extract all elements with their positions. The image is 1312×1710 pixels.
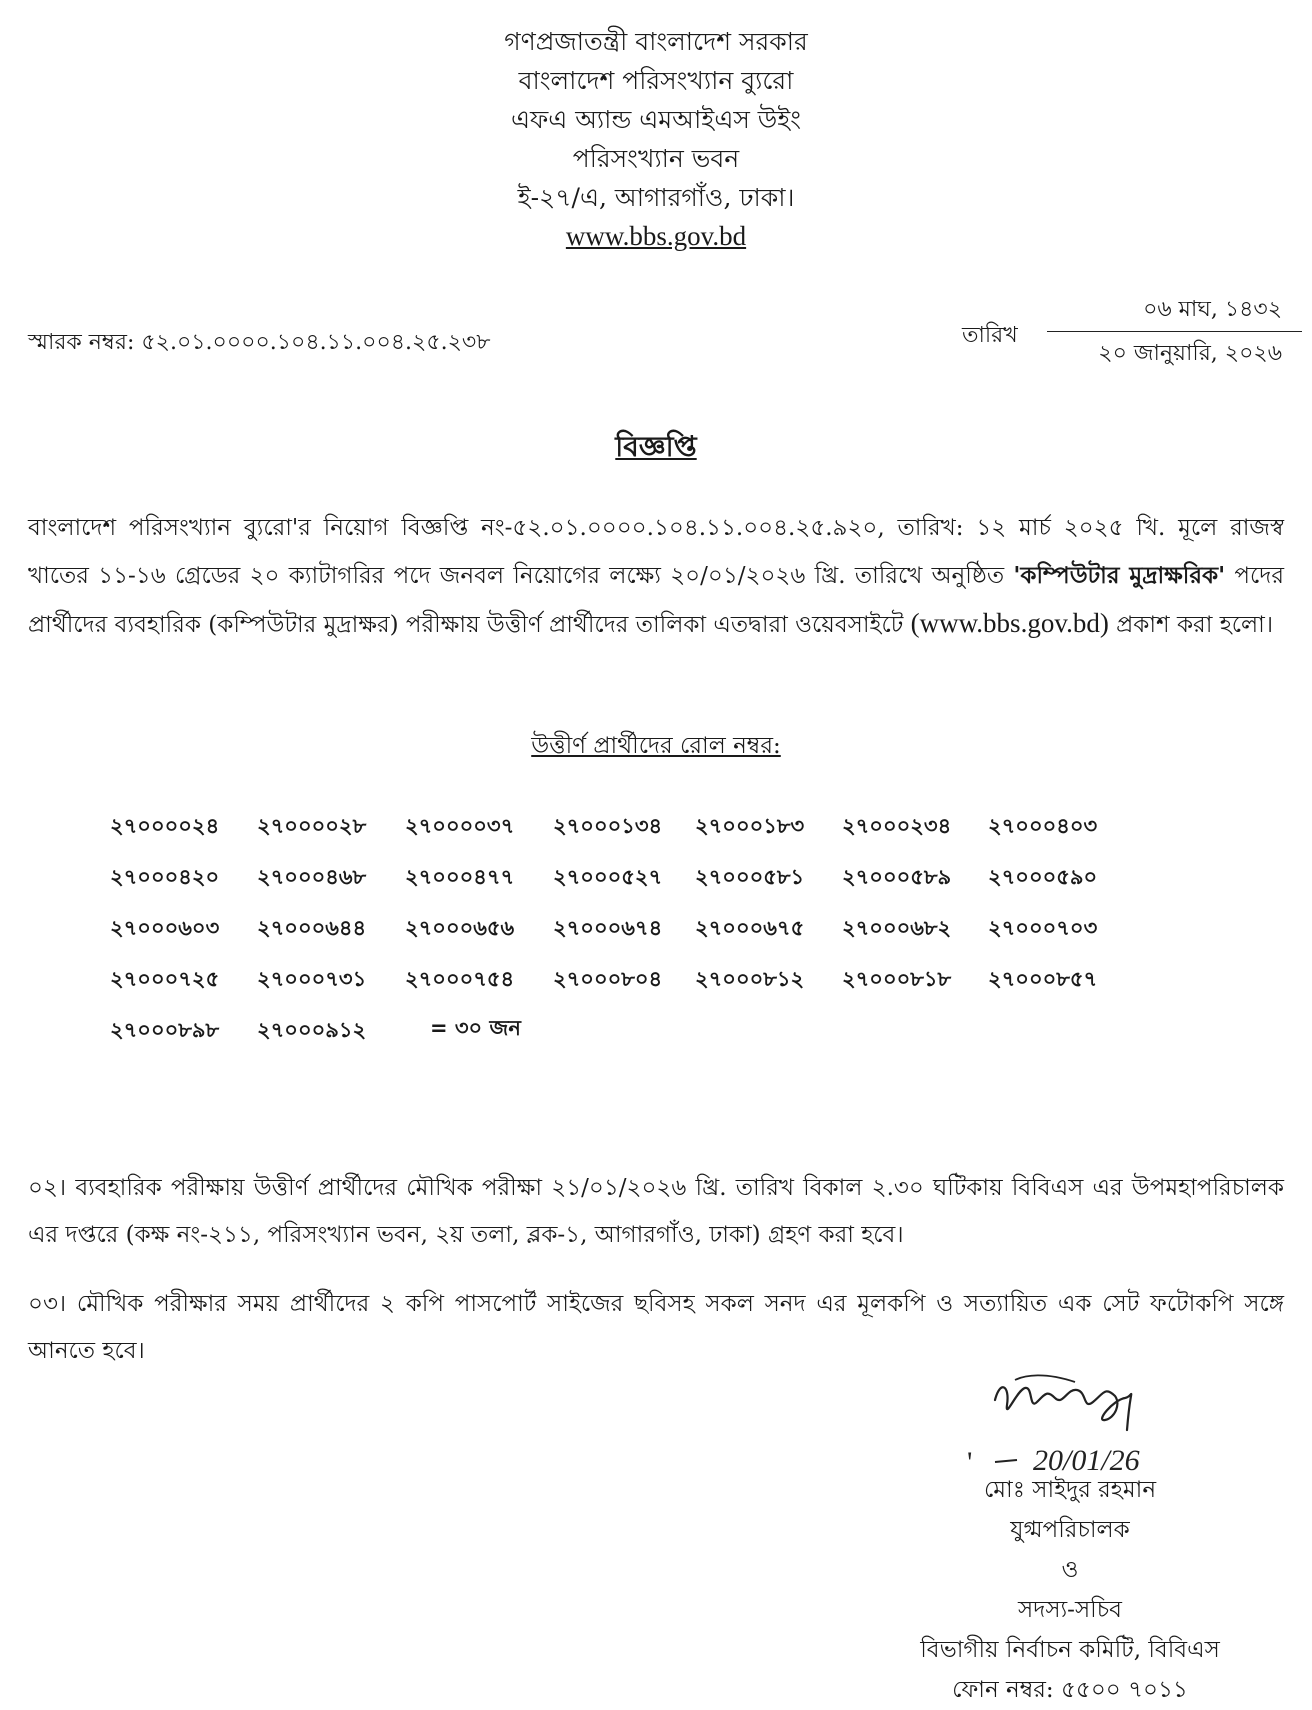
date-box	[1047, 292, 1302, 371]
government-name: গণপ্রজাতন্ত্রী বাংলাদেশ সরকার	[504, 27, 808, 56]
roll-number: ২৭০০০৭২৫	[110, 967, 220, 991]
roll-number: ২৭০০০১৩৪	[553, 814, 663, 838]
roll-number: ২৭০০০২৩৪	[842, 814, 952, 838]
roll-number: ২৭০০০৫৮৯	[842, 865, 952, 889]
roll-number: ২৭০০০০৩৭	[405, 814, 515, 838]
signatory-designation: যুগ্মপরিচালক	[1010, 1517, 1130, 1543]
paragraph-main-text-3: প্রকাশ করা হলো।	[1108, 612, 1274, 638]
roll-number: ২৭০০০১৮৩	[695, 814, 805, 838]
wing-name: এফএ অ্যান্ড এমআইএস উইং	[510, 105, 802, 134]
roll-number: ২৭০০০৮০৪	[553, 967, 663, 991]
bureau-name: বাংলাদেশ পরিসংখ্যান ব্যুরো	[518, 66, 794, 95]
paragraph-website[interactable]: (www.bbs.gov.bd)	[910, 608, 1109, 638]
roll-number: ২৭০০০৭০৩	[988, 916, 1098, 940]
notice-title: বিজ্ঞপ্তি	[615, 430, 697, 463]
roll-number: ২৭০০০৪৬৮	[257, 865, 367, 889]
roll-number: ২৭০০০৫৮১	[695, 865, 805, 889]
signatory-and: ও	[1061, 1557, 1079, 1583]
roll-number: ২৭০০০৬৫৬	[405, 916, 515, 940]
building-name: পরিসংখ্যান ভবন	[572, 144, 740, 173]
signatory-phone: ফোন নম্বর: ৫৫০০ ৭০১১	[952, 1677, 1188, 1703]
roll-number: ২৭০০০৬৭৫	[695, 916, 805, 940]
website-link[interactable]: www.bbs.gov.bd	[565, 221, 747, 251]
paragraph-documents: ০৩। মৌখিক পরীক্ষার সময় প্রার্থীদের ২ কপি পাসপোর্ট সাইজের ছবিসহ সকল সনদ এর মূলকপি ও সত্যায়িত এক সেট ফটোকপি সঙ্গে আনতে হবে।	[28, 1291, 1284, 1364]
signatory-role: সদস্য-সচিব	[1018, 1597, 1122, 1623]
paragraph-main-text-1: বাংলাদেশ পরিসংখ্যান ব্যুরো'র নিয়োগ বিজ্ঞপ্তি নং-৫২.০১.০০০০.১০৪.১১.০০৪.২৫.৯২০, তারিখ: ১২ মার্চ ২০২৫ খি. মূলে রাজস্ব খাতের ১১-১৬ গ্রেডের ২০ ক্যাটাগরির পদে জনবল নিয়োগের লক্ষ্যে ২০/০১/২০২৬ খ্রি. তারিখে অনুষ্ঠিত	[28, 515, 1284, 589]
date-label: তারিখ	[962, 323, 1018, 348]
paragraph-main	[28, 505, 1284, 649]
signatory-committee: বিভাগীয় নির্বাচন কমিটি, বিবিএস	[920, 1637, 1220, 1663]
total-count: = ৩০ জন	[430, 1016, 521, 1040]
memo-number: স্মারক নম্বর: ৫২.০১.০০০০.১০৪.১১.০০৪.২৫.২৩৮	[28, 330, 491, 355]
date-bangla: ০৬ মাঘ, ১৪৩২	[1143, 297, 1282, 322]
roll-number: ২৭০০০০২৪	[110, 814, 220, 838]
date-divider	[1047, 331, 1302, 332]
letterhead	[0, 22, 1312, 256]
handwritten-date: 20/01/26	[1033, 1444, 1140, 1477]
roll-number: ২৭০০০৬৮২	[842, 916, 952, 940]
roll-number: ২৭০০০০২৮	[257, 814, 367, 838]
paragraph-main-text-2: পদের প্রার্থীদের ব্যবহারিক (কম্পিউটার মুদ্রাক্ষর) পরীক্ষায় উত্তীর্ণ প্রার্থীদের তালিকা এতদ্বারা ওয়েবসাইটে	[28, 563, 1285, 638]
roll-number: ২৭০০০৬০৩	[110, 916, 220, 940]
signature-block	[860, 1470, 1280, 1710]
svg-text:': '	[967, 1446, 973, 1479]
date-english: ২০ জানুয়ারি, ২০২৬	[1098, 341, 1282, 366]
roll-number: ২৭০০০৪৭৭	[405, 865, 515, 889]
roll-number: ২৭০০০৫৯০	[988, 865, 1098, 889]
post-name: 'কম্পিউটার মুদ্রাক্ষরিক'	[1013, 562, 1226, 589]
roll-number: ২৭০০০৯১২	[257, 1018, 367, 1042]
roll-number: ২৭০০০৮১২	[695, 967, 805, 991]
roll-number: ২৭০০০৭৫৪	[405, 967, 515, 991]
signatory-name: মোঃ সাইদুর রহমান	[983, 1477, 1157, 1503]
roll-number: ২৭০০০৫২৭	[553, 865, 663, 889]
roll-number: ২৭০০০৮১৮	[842, 967, 952, 991]
roll-number: ২৭০০০৭৩১	[257, 967, 367, 991]
rolls-heading: উত্তীর্ণ প্রার্থীদের রোল নম্বর:	[531, 733, 781, 759]
roll-number: ২৭০০০৪২০	[110, 865, 220, 889]
address: ই-২৭/এ, আগারগাঁও, ঢাকা।	[517, 183, 795, 212]
paragraph-viva: ০২। ব্যবহারিক পরীক্ষায় উত্তীর্ণ প্রার্থীদের মৌখিক পরীক্ষা ২১/০১/২০২৬ খ্রি. তারিখ বিকাল ২.৩০ ঘটিকায় বিবিএস এর উপমহাপরিচালক এর দপ্তরে (কক্ষ নং-২১১, পরিসংখ্যান ভবন, ২য় তলা, ব্লক-১, আগারগাঁও, ঢাকা) গ্রহণ করা হবে।	[28, 1175, 1284, 1248]
roll-number: ২৭০০০৬৪৪	[257, 916, 367, 940]
roll-number: ২৭০০০৬৭৪	[553, 916, 663, 940]
roll-number: ২৭০০০৮৫৭	[988, 967, 1098, 991]
roll-number: ২৭০০০৮৯৮	[110, 1018, 220, 1042]
roll-number: ২৭০০০৪০৩	[988, 814, 1098, 838]
